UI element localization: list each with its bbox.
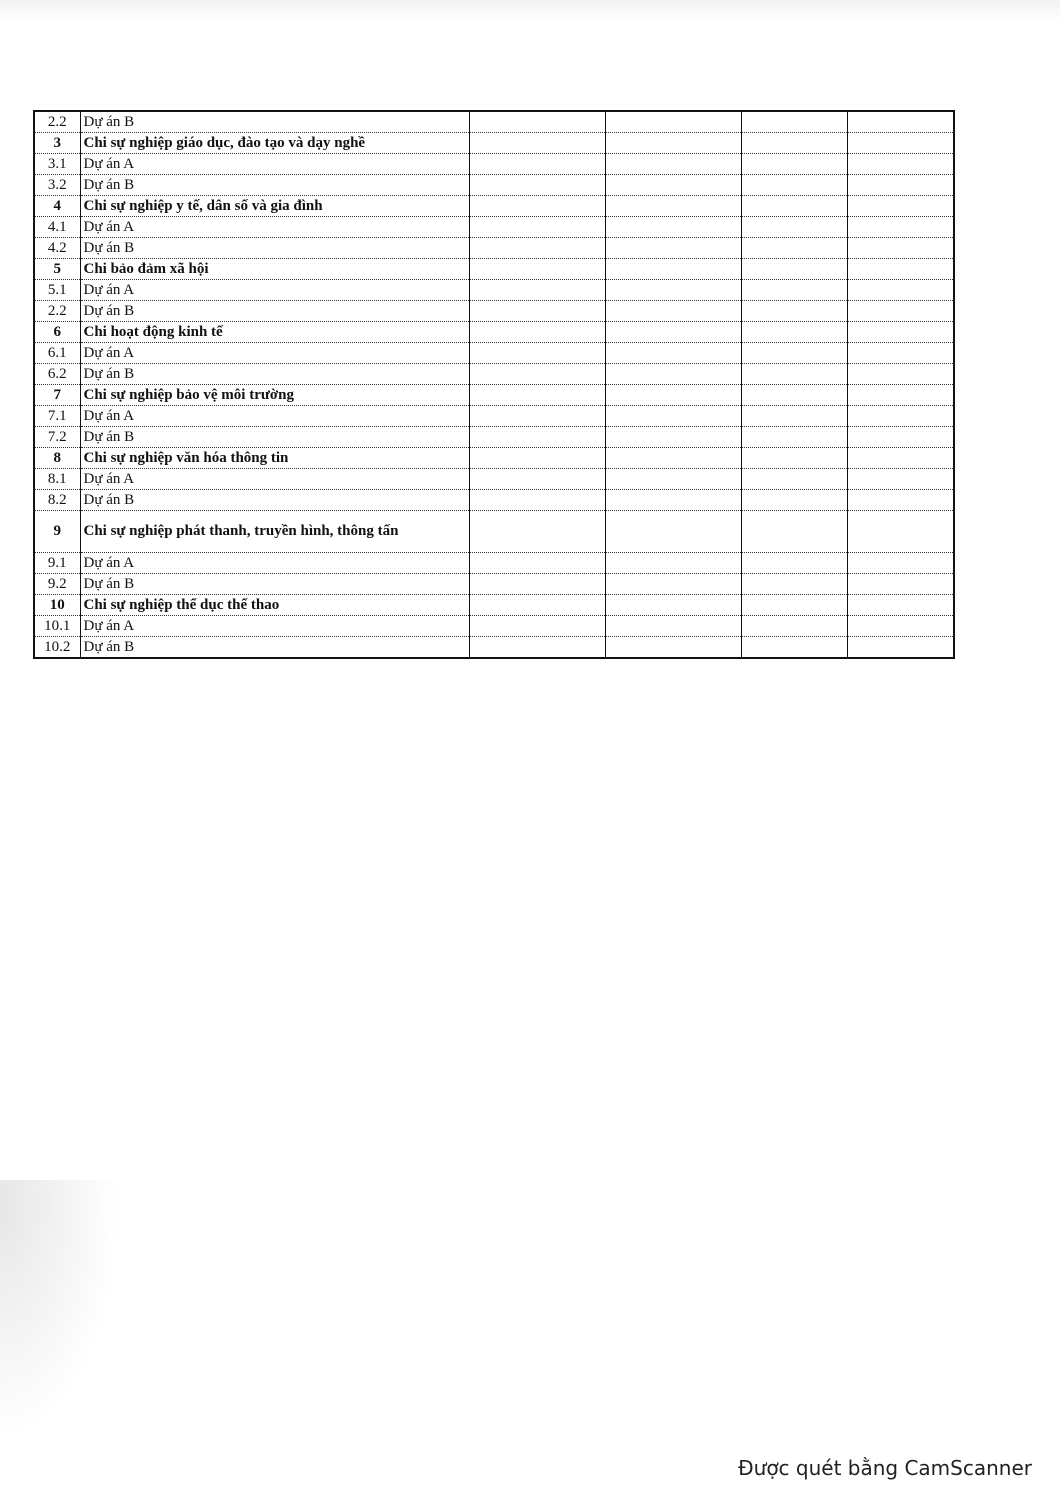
empty-value-cell [847,175,954,196]
empty-value-cell [741,511,847,553]
empty-value-cell [847,469,954,490]
empty-value-cell [469,364,605,385]
empty-value-cell [605,175,741,196]
row-label: Chi hoạt động kinh tế [80,322,469,343]
table-group-row [34,196,954,217]
row-number: 6.1 [34,343,80,364]
empty-value-cell [605,553,741,574]
empty-value-cell [469,553,605,574]
empty-value-cell [469,133,605,154]
empty-value-cell [605,364,741,385]
budget-table [33,110,955,659]
row-label: Chi sự nghiệp thể dục thể thao [80,595,469,616]
row-number: 3.2 [34,175,80,196]
table-group-row [34,259,954,280]
row-label: Dự án B [80,238,469,259]
row-number: 8.2 [34,490,80,511]
table-row [34,301,954,322]
empty-value-cell [469,511,605,553]
table-row [34,574,954,595]
empty-value-cell [469,385,605,406]
row-label: Dự án A [80,343,469,364]
row-label: Dự án A [80,154,469,175]
row-label: Dự án A [80,406,469,427]
empty-value-cell [605,301,741,322]
empty-value-cell [741,154,847,175]
empty-value-cell [469,175,605,196]
row-label: Chi sự nghiệp y tế, dân số và gia đình [80,196,469,217]
scan-shadow [0,1180,120,1440]
empty-value-cell [847,427,954,448]
row-label: Chi sự nghiệp văn hóa thông tin [80,448,469,469]
empty-value-cell [847,196,954,217]
empty-value-cell [605,217,741,238]
empty-value-cell [741,175,847,196]
table-row [34,637,954,659]
row-number: 8.1 [34,469,80,490]
empty-value-cell [605,196,741,217]
empty-value-cell [469,406,605,427]
empty-value-cell [469,301,605,322]
empty-value-cell [741,574,847,595]
empty-value-cell [847,553,954,574]
empty-value-cell [741,322,847,343]
empty-value-cell [741,553,847,574]
empty-value-cell [469,217,605,238]
empty-value-cell [469,427,605,448]
empty-value-cell [741,490,847,511]
empty-value-cell [741,616,847,637]
empty-value-cell [605,511,741,553]
table-row [34,406,954,427]
empty-value-cell [605,595,741,616]
row-number: 9.1 [34,553,80,574]
empty-value-cell [605,427,741,448]
empty-value-cell [847,217,954,238]
row-label: Chi sự nghiệp bảo vệ môi trường [80,385,469,406]
empty-value-cell [469,490,605,511]
empty-value-cell [469,574,605,595]
row-number: 10 [34,595,80,616]
table-row [34,175,954,196]
empty-value-cell [741,406,847,427]
row-number: 5 [34,259,80,280]
empty-value-cell [847,490,954,511]
empty-value-cell [847,111,954,133]
empty-value-cell [847,637,954,659]
table-row [34,469,954,490]
table-row [34,616,954,637]
row-number: 3.1 [34,154,80,175]
empty-value-cell [741,637,847,659]
empty-value-cell [469,595,605,616]
empty-value-cell [741,364,847,385]
table-row [34,553,954,574]
row-label: Dự án B [80,175,469,196]
row-number: 10.1 [34,616,80,637]
empty-value-cell [605,490,741,511]
empty-value-cell [847,322,954,343]
empty-value-cell [469,616,605,637]
row-label: Dự án B [80,427,469,448]
table-group-row [34,133,954,154]
empty-value-cell [741,469,847,490]
row-label: Dự án B [80,111,469,133]
table-group-row [34,511,954,553]
row-number: 2.2 [34,301,80,322]
empty-value-cell [847,154,954,175]
empty-value-cell [605,448,741,469]
table-group-row [34,322,954,343]
empty-value-cell [847,364,954,385]
empty-value-cell [847,238,954,259]
row-label: Dự án A [80,217,469,238]
table-row [34,111,954,133]
budget-table-body [34,111,954,658]
empty-value-cell [847,385,954,406]
empty-value-cell [605,259,741,280]
empty-value-cell [605,238,741,259]
empty-value-cell [741,385,847,406]
camscanner-watermark: Được quét bằng CamScanner [738,1456,1032,1480]
empty-value-cell [741,196,847,217]
row-number: 2.2 [34,111,80,133]
row-number: 6.2 [34,364,80,385]
table-row [34,280,954,301]
table-row [34,238,954,259]
empty-value-cell [741,595,847,616]
empty-value-cell [469,238,605,259]
empty-value-cell [605,574,741,595]
empty-value-cell [847,511,954,553]
empty-value-cell [847,406,954,427]
empty-value-cell [847,574,954,595]
row-label: Dự án B [80,301,469,322]
empty-value-cell [469,322,605,343]
row-label: Dự án B [80,490,469,511]
empty-value-cell [469,469,605,490]
empty-value-cell [741,280,847,301]
empty-value-cell [469,637,605,659]
row-number: 4 [34,196,80,217]
row-label: Dự án A [80,616,469,637]
empty-value-cell [605,406,741,427]
empty-value-cell [741,427,847,448]
empty-value-cell [847,259,954,280]
table-row [34,364,954,385]
empty-value-cell [469,448,605,469]
row-label: Chi bảo đảm xã hội [80,259,469,280]
empty-value-cell [469,259,605,280]
empty-value-cell [605,133,741,154]
empty-value-cell [741,343,847,364]
empty-value-cell [847,343,954,364]
row-label: Dự án A [80,469,469,490]
empty-value-cell [469,280,605,301]
empty-value-cell [605,469,741,490]
table-group-row [34,385,954,406]
row-number: 9 [34,511,80,553]
empty-value-cell [605,385,741,406]
row-number: 6 [34,322,80,343]
empty-value-cell [605,322,741,343]
empty-value-cell [741,301,847,322]
empty-value-cell [741,111,847,133]
empty-value-cell [741,238,847,259]
empty-value-cell [847,280,954,301]
row-number: 7 [34,385,80,406]
table-row [34,154,954,175]
row-number: 9.2 [34,574,80,595]
table-group-row [34,595,954,616]
empty-value-cell [741,259,847,280]
empty-value-cell [847,595,954,616]
empty-value-cell [741,448,847,469]
empty-value-cell [605,637,741,659]
row-label: Dự án B [80,364,469,385]
empty-value-cell [605,154,741,175]
table-row [34,427,954,448]
table-group-row [34,448,954,469]
empty-value-cell [469,196,605,217]
row-number: 10.2 [34,637,80,659]
row-number: 7.2 [34,427,80,448]
empty-value-cell [847,133,954,154]
table-row [34,343,954,364]
empty-value-cell [469,154,605,175]
empty-value-cell [605,111,741,133]
row-number: 5.1 [34,280,80,301]
row-number: 7.1 [34,406,80,427]
empty-value-cell [469,343,605,364]
row-label: Dự án B [80,574,469,595]
empty-value-cell [605,616,741,637]
row-number: 4.2 [34,238,80,259]
row-label: Dự án A [80,280,469,301]
row-number: 8 [34,448,80,469]
row-number: 4.1 [34,217,80,238]
empty-value-cell [741,217,847,238]
empty-value-cell [847,448,954,469]
empty-value-cell [847,616,954,637]
table-row [34,490,954,511]
empty-value-cell [469,111,605,133]
row-label: Chi sự nghiệp phát thanh, truyền hình, thông tấn [80,511,469,553]
row-label: Chi sự nghiệp giáo dục, đào tạo và dạy nghề [80,133,469,154]
row-label: Dự án A [80,553,469,574]
empty-value-cell [605,343,741,364]
scan-top-edge [0,0,1060,22]
empty-value-cell [847,301,954,322]
row-label: Dự án B [80,637,469,659]
table-row [34,217,954,238]
empty-value-cell [605,280,741,301]
row-number: 3 [34,133,80,154]
empty-value-cell [741,133,847,154]
